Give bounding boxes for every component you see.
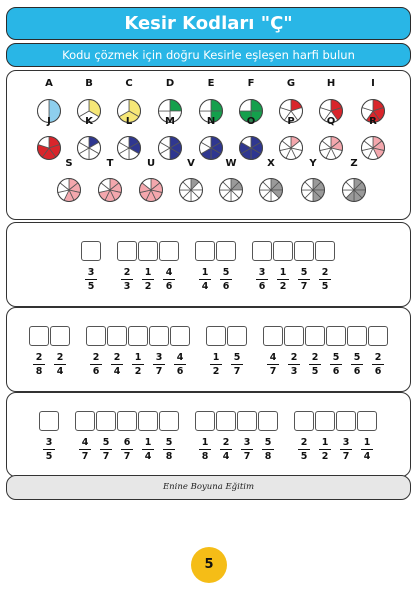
denominator: 7 <box>300 281 308 293</box>
fraction-bar <box>267 364 279 365</box>
key-letter: E <box>207 78 215 89</box>
fraction-bar <box>121 279 133 280</box>
key-letter: W <box>225 158 237 169</box>
answer-box[interactable] <box>263 326 283 346</box>
fraction-label <box>206 352 226 377</box>
key-item-p <box>280 116 303 160</box>
answer-box[interactable] <box>195 241 215 261</box>
fraction-label <box>86 352 106 377</box>
fraction-bar <box>309 364 321 365</box>
answer-box[interactable] <box>86 326 106 346</box>
fraction-bar <box>142 449 154 450</box>
fraction-label <box>357 437 377 462</box>
puzzle-row-3 <box>6 392 411 477</box>
fraction-label <box>347 352 367 377</box>
denominator: 2 <box>134 366 142 378</box>
key-item-r <box>362 116 385 160</box>
fraction-bar <box>163 449 175 450</box>
key-letter: X <box>267 158 275 169</box>
answer-box[interactable] <box>273 241 293 261</box>
answer-box[interactable] <box>159 411 179 431</box>
fraction-label <box>159 437 179 462</box>
key-item-u <box>140 158 163 202</box>
numerator: 2 <box>300 437 308 448</box>
numerator: 3 <box>155 352 163 363</box>
numerator: 4 <box>269 352 277 363</box>
numerator: 5 <box>300 267 308 278</box>
fraction-label <box>195 437 215 462</box>
numerator: 1 <box>134 352 142 363</box>
fraction-label <box>336 437 356 462</box>
answer-box[interactable] <box>117 241 137 261</box>
numerator: 5 <box>353 352 361 363</box>
denominator: 6 <box>258 281 266 293</box>
key-item-k <box>77 116 100 160</box>
key-letter: Z <box>350 158 358 169</box>
denominator: 5 <box>87 281 95 293</box>
fraction-bar <box>288 364 300 365</box>
fraction-label <box>195 267 215 292</box>
numerator: 1 <box>212 352 220 363</box>
denominator: 6 <box>165 281 173 293</box>
fraction-bar <box>85 279 97 280</box>
denominator: 7 <box>81 451 89 463</box>
footer-brand: Enine Boyuna Eğitim <box>6 475 411 500</box>
numerator: 5 <box>102 437 110 448</box>
denominator: 5 <box>300 451 308 463</box>
fraction-label <box>29 352 49 377</box>
denominator: 4 <box>201 281 209 293</box>
key-letter: Q <box>326 116 336 127</box>
key-item-x <box>260 158 283 202</box>
key-item-l <box>117 116 140 160</box>
answer-box[interactable] <box>294 241 314 261</box>
answer-box[interactable] <box>206 326 226 346</box>
answer-box[interactable] <box>107 326 127 346</box>
key-letter: S <box>65 158 73 169</box>
key-letter: K <box>85 116 93 127</box>
answer-box[interactable] <box>75 411 95 431</box>
key-letter: Y <box>309 158 317 169</box>
fraction-label <box>216 267 236 292</box>
page-title: Kesir Kodları "Ç" <box>6 7 411 40</box>
key-item-q <box>320 116 343 160</box>
fraction-bar <box>351 364 363 365</box>
numerator: 2 <box>56 352 64 363</box>
numerator: 3 <box>342 437 350 448</box>
fraction-bar <box>220 449 232 450</box>
denominator: 7 <box>123 451 131 463</box>
numerator: 1 <box>321 437 329 448</box>
key-item-o <box>239 116 262 160</box>
key-letter: I <box>371 78 375 89</box>
denominator: 8 <box>165 451 173 463</box>
puzzle-row-2 <box>6 307 411 392</box>
denominator: 2 <box>212 366 220 378</box>
key-letter: F <box>247 78 255 89</box>
fraction-bar <box>79 449 91 450</box>
answer-box[interactable] <box>227 326 247 346</box>
answer-box[interactable] <box>170 326 190 346</box>
fraction-label <box>294 267 314 292</box>
denominator: 4 <box>363 451 371 463</box>
key-letter: M <box>165 116 175 127</box>
denominator: 4 <box>113 366 121 378</box>
numerator: 3 <box>87 267 95 278</box>
fraction-bar <box>210 364 222 365</box>
numerator: 2 <box>311 352 319 363</box>
fraction-bar <box>90 364 102 365</box>
key-item-n <box>199 116 222 160</box>
fraction-bar <box>43 449 55 450</box>
puzzle-row-1 <box>6 222 411 307</box>
key-item-w <box>220 158 243 202</box>
denominator: 2 <box>279 281 287 293</box>
denominator: 6 <box>222 281 230 293</box>
key-item-y <box>302 158 325 202</box>
fraction-bar <box>142 279 154 280</box>
numerator: 2 <box>113 352 121 363</box>
answer-box[interactable] <box>368 326 388 346</box>
key-letter: A <box>45 78 53 89</box>
fraction-label <box>138 267 158 292</box>
key-letter: C <box>125 78 133 89</box>
fraction-label <box>170 352 190 377</box>
denominator: 6 <box>92 366 100 378</box>
denominator: 6 <box>353 366 361 378</box>
fraction-label <box>96 437 116 462</box>
denominator: 8 <box>264 451 272 463</box>
fraction-label <box>227 352 247 377</box>
fraction-label <box>81 267 101 292</box>
numerator: 5 <box>222 267 230 278</box>
denominator: 7 <box>342 451 350 463</box>
fraction-label <box>237 437 257 462</box>
answer-box[interactable] <box>138 241 158 261</box>
answer-box[interactable] <box>138 411 158 431</box>
numerator: 5 <box>332 352 340 363</box>
fraction-label <box>50 352 70 377</box>
numerator: 1 <box>144 267 152 278</box>
answer-box[interactable] <box>237 411 257 431</box>
fraction-label <box>258 437 278 462</box>
numerator: 1 <box>363 437 371 448</box>
answer-box[interactable] <box>315 241 335 261</box>
fraction-label <box>117 437 137 462</box>
key-item-j <box>37 116 60 160</box>
fraction-label <box>75 437 95 462</box>
answer-box[interactable] <box>81 241 101 261</box>
fraction-bar <box>319 449 331 450</box>
answer-box[interactable] <box>315 411 335 431</box>
numerator: 4 <box>165 267 173 278</box>
fraction-bar <box>241 449 253 450</box>
numerator: 4 <box>81 437 89 448</box>
key-letter: G <box>286 78 296 89</box>
denominator: 3 <box>290 366 298 378</box>
fraction-bar <box>372 364 384 365</box>
fraction-key <box>7 71 409 218</box>
numerator: 1 <box>201 437 209 448</box>
denominator: 5 <box>321 281 329 293</box>
fraction-bar <box>220 279 232 280</box>
denominator: 3 <box>123 281 131 293</box>
denominator: 6 <box>176 366 184 378</box>
key-item-t <box>99 158 122 202</box>
answer-box[interactable] <box>159 241 179 261</box>
fraction-bar <box>33 364 45 365</box>
key-item-z <box>343 158 366 202</box>
key-letter: T <box>106 158 114 169</box>
denominator: 5 <box>311 366 319 378</box>
answer-box[interactable] <box>29 326 49 346</box>
answer-box[interactable] <box>128 326 148 346</box>
fraction-bar <box>199 449 211 450</box>
fraction-bar <box>153 364 165 365</box>
numerator: 5 <box>165 437 173 448</box>
fraction-bar <box>262 449 274 450</box>
denominator: 4 <box>56 366 64 378</box>
denominator: 2 <box>321 451 329 463</box>
answer-box[interactable] <box>294 411 314 431</box>
fraction-label <box>263 352 283 377</box>
fraction-label <box>107 352 127 377</box>
numerator: 2 <box>35 352 43 363</box>
fraction-label <box>305 352 325 377</box>
denominator: 7 <box>269 366 277 378</box>
fraction-label <box>138 437 158 462</box>
fraction-label <box>159 267 179 292</box>
fraction-label <box>368 352 388 377</box>
answer-box[interactable] <box>117 411 137 431</box>
fraction-label <box>252 267 272 292</box>
key-letter: N <box>206 116 216 127</box>
fraction-label <box>39 437 59 462</box>
fraction-label <box>128 352 148 377</box>
denominator: 2 <box>144 281 152 293</box>
numerator: 2 <box>222 437 230 448</box>
numerator: 5 <box>264 437 272 448</box>
answer-box[interactable] <box>258 411 278 431</box>
fraction-bar <box>111 364 123 365</box>
fraction-bar <box>330 364 342 365</box>
key-letter: P <box>287 116 295 127</box>
page-number-badge: 5 <box>191 547 227 583</box>
key-item-v <box>180 158 203 202</box>
numerator: 2 <box>92 352 100 363</box>
fraction-key-panel <box>6 70 411 220</box>
answer-box[interactable] <box>252 241 272 261</box>
numerator: 2 <box>290 352 298 363</box>
fraction-bar <box>54 364 66 365</box>
answer-box[interactable] <box>284 326 304 346</box>
fraction-bar <box>132 364 144 365</box>
key-letter: D <box>165 78 175 89</box>
fraction-bar <box>256 279 268 280</box>
answer-box[interactable] <box>347 326 367 346</box>
denominator: 8 <box>201 451 209 463</box>
answer-box[interactable] <box>50 326 70 346</box>
answer-box[interactable] <box>149 326 169 346</box>
fraction-bar <box>298 279 310 280</box>
numerator: 1 <box>279 267 287 278</box>
fraction-bar <box>340 449 352 450</box>
denominator: 7 <box>233 366 241 378</box>
key-letter: B <box>85 78 93 89</box>
fraction-bar <box>199 279 211 280</box>
fraction-label <box>315 437 335 462</box>
numerator: 3 <box>45 437 53 448</box>
numerator: 1 <box>201 267 209 278</box>
numerator: 3 <box>258 267 266 278</box>
fraction-label <box>294 437 314 462</box>
answer-box[interactable] <box>357 411 377 431</box>
fraction-label <box>326 352 346 377</box>
answer-box[interactable] <box>96 411 116 431</box>
numerator: 2 <box>123 267 131 278</box>
answer-box[interactable] <box>39 411 59 431</box>
numerator: 6 <box>123 437 131 448</box>
numerator: 3 <box>243 437 251 448</box>
fraction-bar <box>319 279 331 280</box>
denominator: 4 <box>144 451 152 463</box>
key-letter: U <box>146 158 156 169</box>
fraction-bar <box>298 449 310 450</box>
fraction-label <box>273 267 293 292</box>
numerator: 2 <box>374 352 382 363</box>
answer-box[interactable] <box>305 326 325 346</box>
key-letter: L <box>125 116 133 127</box>
denominator: 8 <box>35 366 43 378</box>
key-item-s <box>58 158 81 202</box>
fraction-label <box>216 437 236 462</box>
fraction-label <box>284 352 304 377</box>
key-letter: J <box>47 116 51 127</box>
key-letter: H <box>326 78 336 89</box>
denominator: 5 <box>45 451 53 463</box>
answer-box[interactable] <box>326 326 346 346</box>
answer-box[interactable] <box>195 411 215 431</box>
denominator: 7 <box>102 451 110 463</box>
fraction-bar <box>361 449 373 450</box>
denominator: 7 <box>243 451 251 463</box>
denominator: 6 <box>332 366 340 378</box>
instructions: Kodu çözmek için doğru Kesirle eşleşen harfi bulun <box>6 43 411 67</box>
denominator: 4 <box>222 451 230 463</box>
fraction-bar <box>163 279 175 280</box>
key-letter: R <box>369 116 377 127</box>
fraction-bar <box>231 364 243 365</box>
fraction-bar <box>277 279 289 280</box>
fraction-label <box>149 352 169 377</box>
numerator: 4 <box>176 352 184 363</box>
numerator: 5 <box>233 352 241 363</box>
key-letter: O <box>246 116 256 127</box>
fraction-label <box>117 267 137 292</box>
numerator: 1 <box>144 437 152 448</box>
fraction-label <box>315 267 335 292</box>
key-letter: V <box>187 158 195 169</box>
answer-box[interactable] <box>216 241 236 261</box>
answer-box[interactable] <box>216 411 236 431</box>
fraction-bar <box>174 364 186 365</box>
key-item-m <box>158 116 181 160</box>
fraction-bar <box>121 449 133 450</box>
denominator: 6 <box>374 366 382 378</box>
fraction-bar <box>100 449 112 450</box>
numerator: 2 <box>321 267 329 278</box>
answer-box[interactable] <box>336 411 356 431</box>
denominator: 7 <box>155 366 163 378</box>
